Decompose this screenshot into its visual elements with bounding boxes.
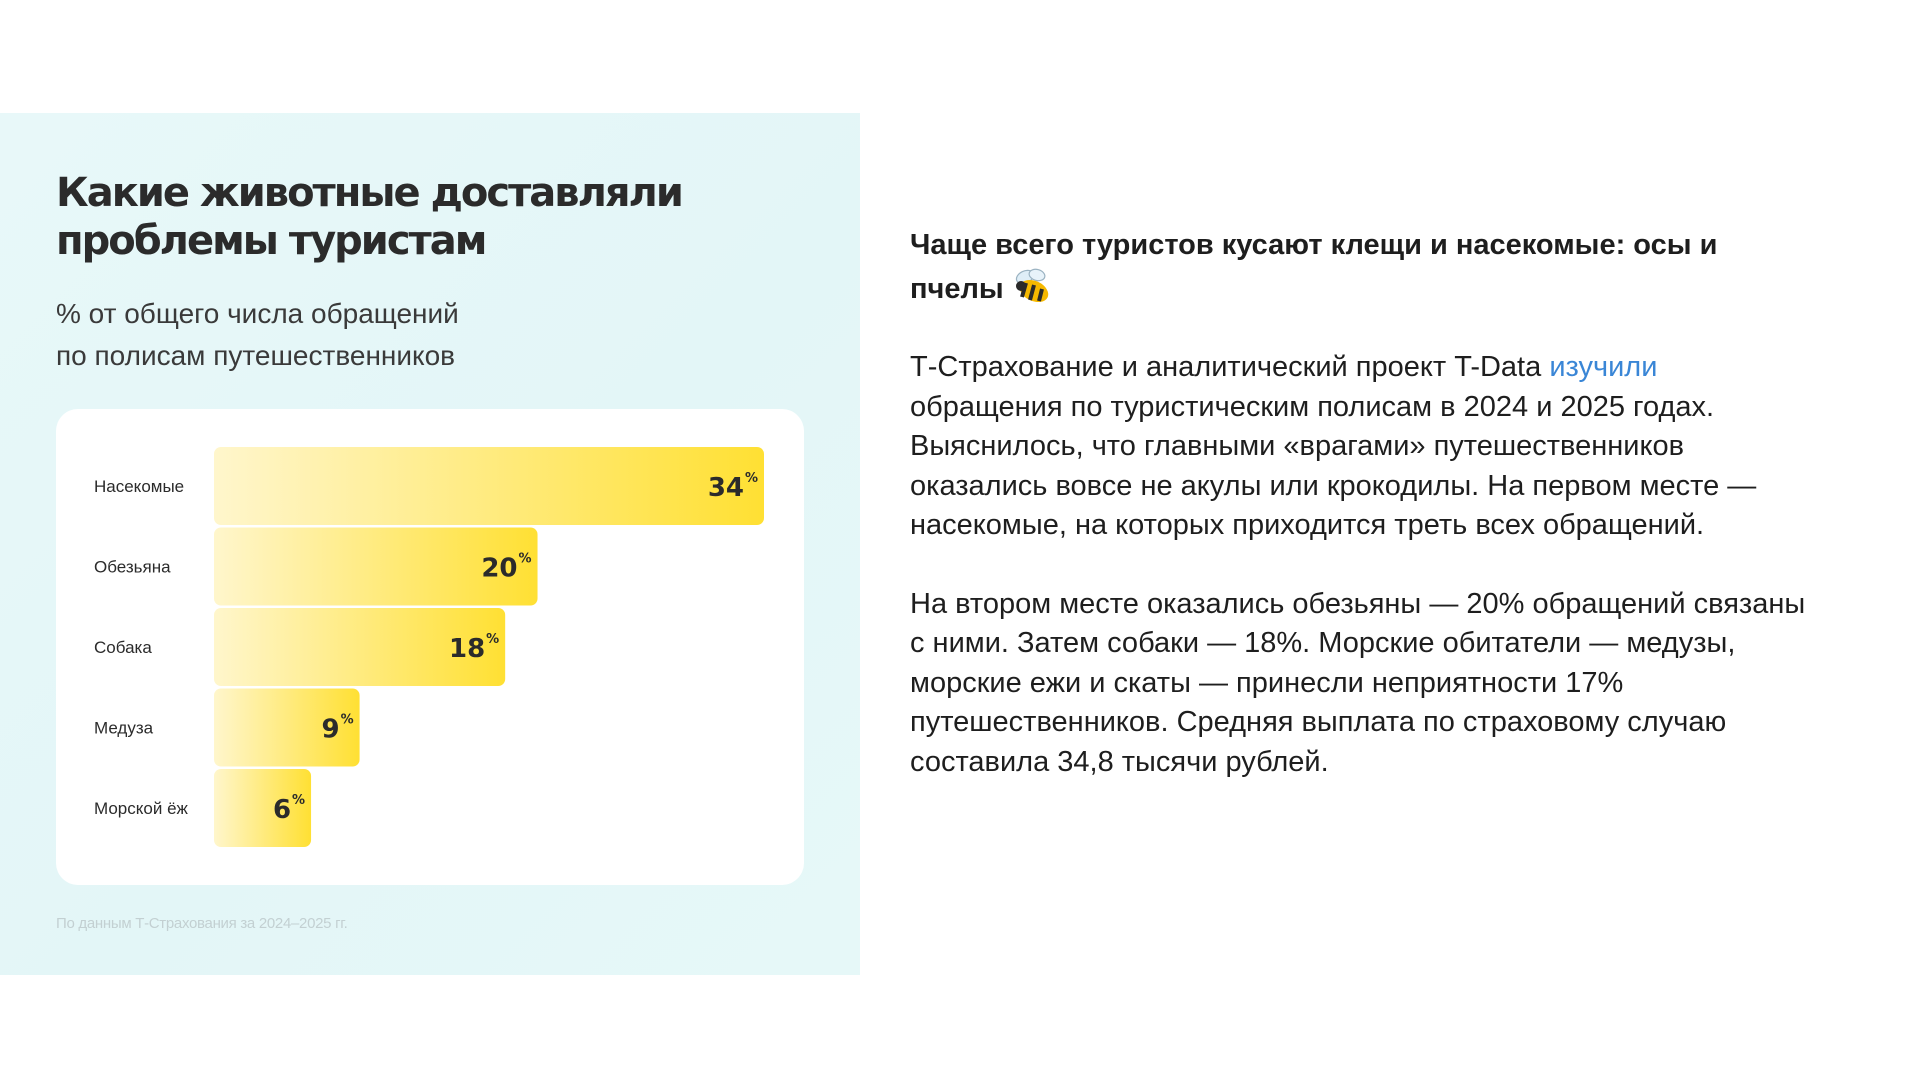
category-label: Медуза bbox=[94, 718, 154, 738]
value-label: 18 bbox=[448, 634, 486, 664]
article-heading-text: Чаще всего туристов кусают клещи и насекомые: осы и пчелы bbox=[910, 229, 1718, 305]
value-label: 6 bbox=[272, 795, 292, 825]
unit-label: % bbox=[745, 471, 759, 486]
article-text bbox=[910, 226, 1810, 821]
unit-label: % bbox=[292, 793, 306, 808]
infographic-title bbox=[56, 169, 816, 265]
category-label: Морской ёж bbox=[94, 799, 188, 818]
chart-card bbox=[56, 409, 804, 885]
bar-1 bbox=[214, 447, 764, 525]
bar-chart bbox=[56, 409, 804, 885]
title-line-2: проблемы туристам bbox=[56, 218, 486, 264]
subtitle-line-1: % от общего числа обращений bbox=[56, 298, 459, 329]
infographic-subtitle bbox=[56, 293, 756, 377]
bar-5 bbox=[214, 769, 311, 847]
unit-label: % bbox=[486, 632, 500, 647]
paragraph-1-start: Т-Страхование и аналитический проект T-Data bbox=[910, 351, 1550, 383]
paragraph-1-end: обращения по туристическим полисам в 2024 и 2025 годах. Выяснилось, что главными «врагами» путешественников оказались вовсе не акулы или крокодилы. На первом месте — насекомые, на которых приходится треть всех обращений. bbox=[910, 390, 1757, 541]
studied-link[interactable]: изучили bbox=[1549, 351, 1658, 383]
article-paragraph-2: На втором месте оказались обезьяны — 20% обращений связаны с ними. Затем собаки — 18%. Морские обитатели — медузы, морские ежи и скаты — принесли неприятности 17% путешественников. Средняя выплата по страховому случаю составила 34,8 тысячи рублей. bbox=[910, 587, 1806, 778]
infographic-panel bbox=[0, 113, 860, 975]
value-label: 9 bbox=[321, 714, 340, 745]
unit-label: % bbox=[340, 712, 354, 728]
bee-icon bbox=[1012, 266, 1054, 306]
value-label: 34 bbox=[707, 473, 744, 503]
title-line-1: Какие животные доставляли bbox=[56, 170, 682, 216]
article-paragraph-1 bbox=[910, 348, 1810, 546]
category-label: Обезьяна bbox=[94, 557, 171, 577]
source-footnote: По данным Т-Страхования за 2024–2025 гг. bbox=[56, 915, 348, 932]
value-label: 20 bbox=[481, 553, 518, 584]
category-label: Собака bbox=[94, 638, 152, 657]
unit-label: % bbox=[518, 551, 532, 567]
article-heading bbox=[910, 226, 1810, 309]
category-label: Насекомые bbox=[94, 477, 185, 496]
subtitle-line-2: по полисам путешественников bbox=[56, 340, 456, 371]
